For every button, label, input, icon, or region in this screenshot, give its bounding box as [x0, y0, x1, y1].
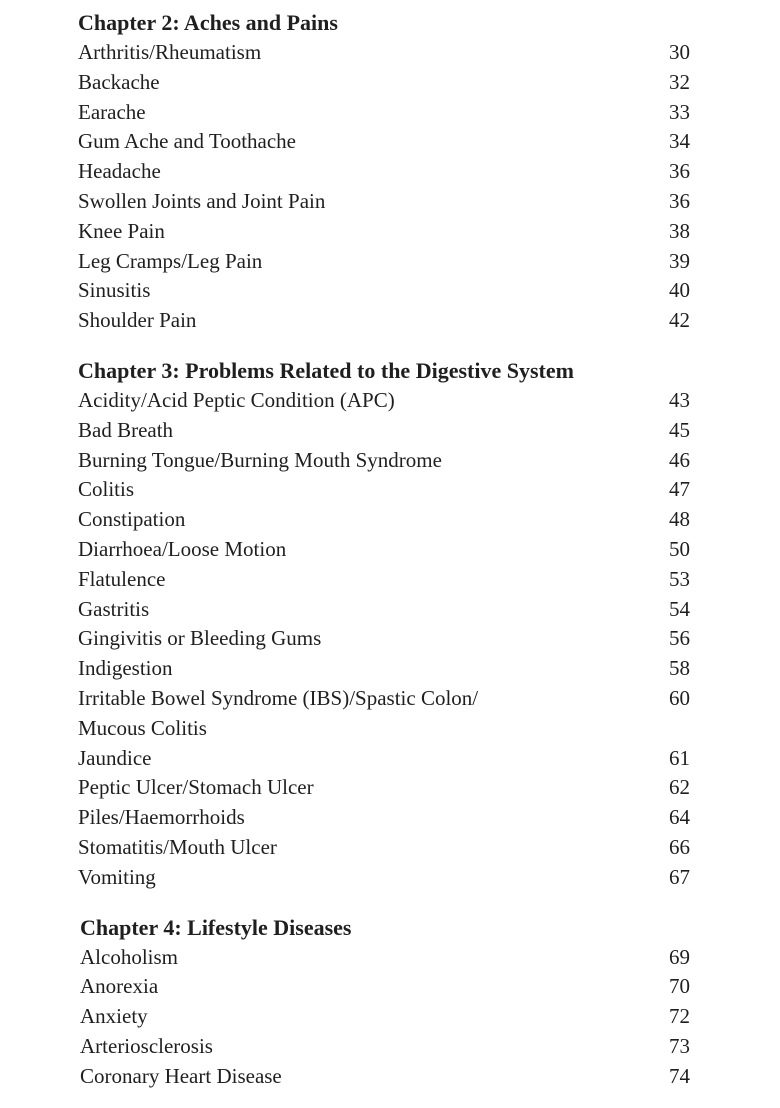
- entry-title: Colitis: [78, 477, 135, 502]
- toc-entry[interactable]: [80, 1062, 690, 1092]
- entry-page-number: 30: [669, 40, 690, 64]
- entry-page-number: 42: [669, 308, 690, 333]
- entry-page-number: 36: [669, 159, 690, 184]
- entry-title: Jaundice: [78, 745, 152, 770]
- entry-title: Arthritis/Rheumatism: [78, 40, 262, 64]
- toc-entry[interactable]: [80, 972, 690, 1002]
- entry-title: Irritable Bowel Syndrome (IBS)/Spastic Colon/ Mucous Colitis: [78, 685, 479, 740]
- entry-title: Constipation: [78, 507, 186, 532]
- toc-entry[interactable]: [78, 276, 690, 306]
- chapter-title: Chapter 3: Problems Related to the Digestive System: [78, 357, 574, 383]
- entry-title: Backache: [78, 69, 160, 94]
- entry-page-number: 58: [669, 656, 690, 681]
- entry-page-number: 53: [669, 566, 690, 591]
- toc-entry[interactable]: [78, 654, 690, 684]
- toc-entry[interactable]: [78, 98, 690, 128]
- entry-title: Bad Breath: [78, 417, 174, 442]
- entry-title: Knee Pain: [78, 218, 165, 243]
- entry-page-number: 72: [669, 1004, 690, 1029]
- toc-entry[interactable]: [78, 833, 690, 863]
- entry-page-number: 32: [669, 69, 690, 94]
- toc-entry[interactable]: [78, 68, 690, 98]
- entry-title: Anorexia: [80, 974, 159, 999]
- entry-title: Gingivitis or Bleeding Gums: [78, 626, 322, 651]
- entry-page-number: 61: [669, 745, 690, 770]
- chapter-3-section: [78, 356, 690, 893]
- entry-page-number: 60: [669, 685, 690, 710]
- toc-entry[interactable]: [78, 744, 690, 774]
- toc-entry[interactable]: [78, 38, 690, 68]
- entry-title: Coronary Heart Disease: [80, 1063, 282, 1088]
- entry-page-number: 34: [669, 129, 690, 154]
- entry-page-number: 69: [669, 944, 690, 969]
- chapter-4-section: [78, 913, 690, 1092]
- toc-entry[interactable]: [78, 565, 690, 595]
- entry-title: Gastritis: [78, 596, 150, 621]
- entry-page-number: 45: [669, 417, 690, 442]
- entry-title: Acidity/Acid Peptic Condition (APC): [78, 387, 395, 412]
- chapter-title: Chapter 2: Aches and Pains: [78, 10, 338, 35]
- toc-entry[interactable]: [78, 803, 690, 833]
- chapter-2-section: [78, 8, 690, 336]
- entry-title: Anxiety: [80, 1004, 148, 1029]
- toc-entry[interactable]: [78, 595, 690, 625]
- entry-title: Headache: [78, 159, 161, 184]
- entry-page-number: 47: [669, 477, 690, 502]
- entry-title: Peptic Ulcer/Stomach Ulcer: [78, 775, 314, 800]
- toc-entry[interactable]: [78, 624, 690, 654]
- table-of-contents: [78, 8, 690, 1092]
- toc-entry[interactable]: [78, 416, 690, 446]
- entry-title: Arteriosclerosis: [80, 1033, 213, 1058]
- entry-page-number: 66: [669, 834, 690, 859]
- entry-page-number: 50: [669, 536, 690, 561]
- toc-entry[interactable]: [78, 127, 690, 157]
- toc-entry[interactable]: [78, 247, 690, 277]
- entry-page-number: 36: [669, 188, 690, 213]
- entry-page-number: 64: [669, 805, 690, 830]
- entry-title: Alcoholism: [80, 944, 178, 969]
- toc-entry[interactable]: [80, 1032, 690, 1062]
- entry-page-number: 54: [669, 596, 690, 621]
- entry-page-number: 33: [669, 99, 690, 124]
- entry-page-number: 74: [669, 1063, 690, 1088]
- toc-entry[interactable]: [80, 943, 690, 973]
- toc-entry[interactable]: [78, 217, 690, 247]
- entry-title: Earache: [78, 99, 146, 124]
- entry-title: Leg Cramps/Leg Pain: [78, 248, 263, 273]
- toc-entry[interactable]: [78, 535, 690, 565]
- toc-entry[interactable]: [78, 773, 690, 803]
- entry-title: Burning Tongue/Burning Mouth Syndrome: [78, 447, 442, 472]
- entry-title: Diarrhoea/Loose Motion: [78, 536, 287, 561]
- entry-page-number: 70: [669, 974, 690, 999]
- toc-entry[interactable]: [78, 446, 690, 476]
- entry-page-number: 40: [669, 278, 690, 303]
- toc-entry[interactable]: [78, 505, 690, 535]
- entry-title: Vomiting: [78, 864, 156, 889]
- entry-title: Piles/Haemorrhoids: [78, 805, 245, 830]
- entry-page-number: 46: [669, 447, 690, 472]
- entry-page-number: 67: [669, 864, 690, 889]
- entry-page-number: 62: [669, 775, 690, 800]
- entry-page-number: 43: [669, 387, 690, 412]
- entry-title: Shoulder Pain: [78, 308, 197, 333]
- entry-page-number: 73: [669, 1033, 690, 1058]
- chapter-title: Chapter 4: Lifestyle Diseases: [80, 914, 352, 940]
- entry-title: Indigestion: [78, 656, 173, 681]
- entry-page-number: 38: [669, 218, 690, 243]
- entry-title: Stomatitis/Mouth Ulcer: [78, 834, 277, 859]
- entry-page-number: 48: [669, 507, 690, 532]
- toc-entry[interactable]: [78, 157, 690, 187]
- entry-page-number: 56: [669, 626, 690, 651]
- entry-title: Swollen Joints and Joint Pain: [78, 188, 326, 213]
- toc-entry[interactable]: [78, 187, 690, 217]
- toc-entry[interactable]: [78, 306, 690, 336]
- toc-entry[interactable]: [80, 1002, 690, 1032]
- toc-entry[interactable]: [78, 475, 690, 505]
- entry-page-number: 39: [669, 248, 690, 273]
- entry-title: Sinusitis: [78, 278, 151, 303]
- toc-entry[interactable]: [78, 863, 690, 893]
- entry-title: Flatulence: [78, 566, 166, 591]
- toc-entry[interactable]: [78, 386, 690, 416]
- entry-title: Gum Ache and Toothache: [78, 129, 296, 154]
- toc-entry[interactable]: [78, 684, 690, 744]
